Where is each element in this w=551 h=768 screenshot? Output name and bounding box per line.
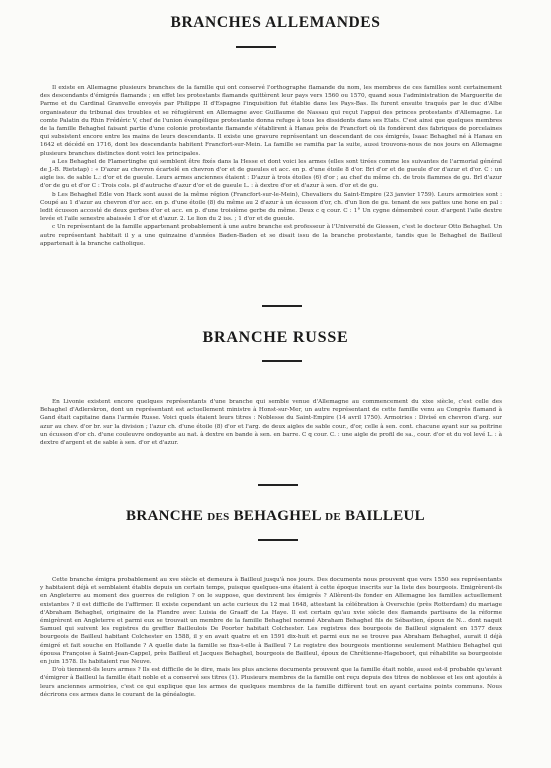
paragraph: a Les Behaghel de Flamertinghe qui semblent être fixés dans la Hesse et dont voici les armes (elles sont tirées comme les suivantes de l'armorial général de J.-B. Rietstap) : « D'azur au chevron écartelé en chevron d'or et de gueules et acc. en p. d'une étoile 8 d'or. Bri d'or et de gueule d'or d'azur et d'or. C : un aigle iss. de sable L.: d'or et de gueule. Leurs armes anciennes étaient : D'azur à trois étoiles (6) d'or ; au chef du même ch. de trois flammes de gu. Brl d'azur d'or de gu et d'or C : Trois cols. pl d'autruche d'azur d'or et de gueule L. : à dextre d'or et d'azur à sen. d'or et de gu. bbox=[40, 158, 502, 190]
section-title-bailleul bbox=[0, 508, 551, 525]
section-rule-bottom bbox=[258, 539, 298, 541]
section-body-allemandes bbox=[40, 84, 502, 248]
paragraph: Il existe en Allemagne plusieurs branches de la famille qui ont conservé l'orthographe flamande du nom, les membres de ces familles sont certainement des descendants d'émigrés flamands ; en effet les protestants flamands quittèrent leur pays vers 1560 ou 1570, quand sous l'administration de Marguerite de Parme et du Cardinal Granvelle envoyés par Philippe II d'Espagne l'inquisition fut établie dans les Pays-Bas. Ils furent ensuite traqués par le duc d'Albe organisateur du tribunal des troubles et se réfugièrent en Allemagne avec Guillaume de Nassau qui reçut l'appui des princes protestants d'Allemagne. Le comte Palatin du Rhin Frédéric V, chef de l'union évangélique protestante donna refuge à tous les dissidents dans ses Etats. C'est ainsi que quelques membres de la famille Behaghel faisant partie d'une colonie protestante flamande s'établirent à Hanau près de Francfort où ils fondèrent des fabriques de porcelaines qui subsistent encore entre les mains de leurs descendants. Il existe une gravure représentant un descendant de ces émigrés, Isaac Behaghel né à Hanau en 1642 et décédé en 1716, dont les descendants habitent Francfort-sur-Mein. La famille se ramifia par la suite, aussi trouvons-nous de nos jours en Allemagne plusieurs branches distinctes dont voici les principales. bbox=[40, 85, 502, 157]
title-word-small: DES bbox=[207, 511, 230, 523]
title-word: BAILLEUL bbox=[345, 508, 425, 524]
section-body-bailleul bbox=[40, 576, 502, 699]
title-rule bbox=[236, 46, 276, 48]
paragraph: En Livonie existent encore quelques représentants d'une branche qui semble venue d'Allemagne au commencement du xixe siècle, c'est celle des Behaghel d'Adlerskron, dont un représentant est actuellement ministre à Honst-sur-Mer, un autre représentant de cette famille venu au Congrès flamand à Gand était capitaine dans l'armée Russe. Voici quels étaient leurs titres : Noblesse du Saint-Empire (14 avril 1750). Armoiries : Divisé en chevron d'arg. sur azur au chev. d'or br. sur la division ; l'azur ch. d'une étoile (8) d'or et l'arg. de deux aigles de sable cour., d'or, celle à sen. cont. chacune ayant sur sa poitrine un écusson d'or ch. d'une couleuvre ondoyante au nat. à dextre en bande à sen. en barre. C q cour. C. : une aigle de profil de sa., cour. d'or et du vol levé L. : à dextre d'argent et de sable à sen. d'or et d'azur. bbox=[40, 399, 502, 447]
paragraph: D'où tiennent-ils leurs armes ? Ils est difficile de le dire, mais les plus anciens documents prouvent que la famille était noble, aussi est-il probable qu'avant d'émigrer à Bailleul la famille était noble et a conservé ses titres (1). Plusieurs membres de la famille ont reçu depuis des titres de noblesse et les ont ajoutés à leurs anciennes armoiries, c'est ce qui explique que les armes de quelques membres de la famille diffèrent tout en ayant certains points communs. Nous décrirons ces armes dans le courant de la généalogie. bbox=[40, 667, 502, 698]
section-body-russe bbox=[40, 398, 502, 447]
section-rule-top bbox=[258, 484, 298, 486]
title-word: BRANCHE bbox=[126, 508, 204, 524]
title-word-small: DE bbox=[325, 511, 341, 523]
paragraph: Cette branche émigra probablement au xve siècle et demeura à Bailleul jusqu'à nos jours. Des documents nous prouvent que vers 1550 ses représentants y habitaient déjà et semblaient établis depuis un certain temps, puisque quelques-uns étaient à cette époque inscrits sur la liste des bourgeois. Emigrèrent-ils en Angleterre au moment des guerres de religion ? on le suppose, que devinrent les émigrés ? Allèrent-ils fonder en Allemagne les familles actuellement existantes ? il est difficile de l'affirmer. Il existe cependant un acte curieux du 12 mai 1648, attestant la célébration à Overschie (près Rotterdam) du mariage d'Abraham Behaghel, originaire de la Flandre avec Luisia de Graaff de La Haye. Il est certain qu'au xvie siècle des flamands partisans de la réforme émigrèrent en Angleterre et parmi eux se trouvait un membre de la famille Behaghel nommé Abraham Behaghel fils de Sébastien, époux de N... dont naquit Samuel qui suivent les registres du greffier Bailleulois De Poorter habitait Colchester. Les registres des bourgeois de Bailleul signalent en 1577 deux bourgeois de Bailleul habitant Colchester en 1588, il y en avait quatre et en 1591 dix-huit et parmi eux ne se trouve pas Abraham Behaghel, aurait il déjà émigré et fait souche en Hollande ? A quelle date la famille se fixa-t-elle à Bailleul ? Le registre des bourgeois mentionne seulement Mathieu Behaghel qui épousa Françoise à Saint-Jean-Cappel, près Bailleul et Jacques Behaghel, bourgeois de Bailleul, époux de Chrétienne-Hageboort, qui réhabilite sa bourgeoisie en juin 1578. Ils habitaient rue Neuve. bbox=[40, 577, 502, 666]
title-word: BEHAGHEL bbox=[233, 508, 322, 524]
section-title-russe: BRANCHE RUSSE bbox=[202, 329, 349, 346]
section-rule-bottom bbox=[262, 360, 302, 362]
section-title-allemandes: BRANCHES ALLEMANDES bbox=[170, 14, 381, 31]
section-rule-top bbox=[262, 305, 302, 307]
paragraph: b Les Behaghel Edle von Hack sont aussi de la même région (Francfort-sur-le-Mein), Chevaliers du Saint-Empire (23 janvier 1759). Leurs armoiries sont : Coupé au 1 d'azur au chevron d'or acc. en p. d'une étoile (8) du même au 2 d'azur à un écusson d'or, ch. d'un lion de gu. tenant de ses pattes une hone en pal : ledit écusson accosté de deux gerbes d'or et acc. en p. d'une troisième gerbe du même. Deux c q cour. C : 1° Un cygne démembré cour. d'argent l'aile dextre levée et l'aile senestre abaissée 1 d'or et d'azur. 2. Le lion du 2 iss. ; 1 d'or et de gueule. bbox=[40, 191, 502, 223]
paragraph: c Un représentant de la famille appartenant probablement à une autre branche est professeur à l'Université de Giessen, c'est le docteur Otto Behaghel. Un autre représentant habitait il y a une quinzaine d'années Baden-Baden et se disait issu de la branche protestante, tandis que le Behaghel de Bailleul appartenait à la branche catholique. bbox=[40, 224, 502, 247]
